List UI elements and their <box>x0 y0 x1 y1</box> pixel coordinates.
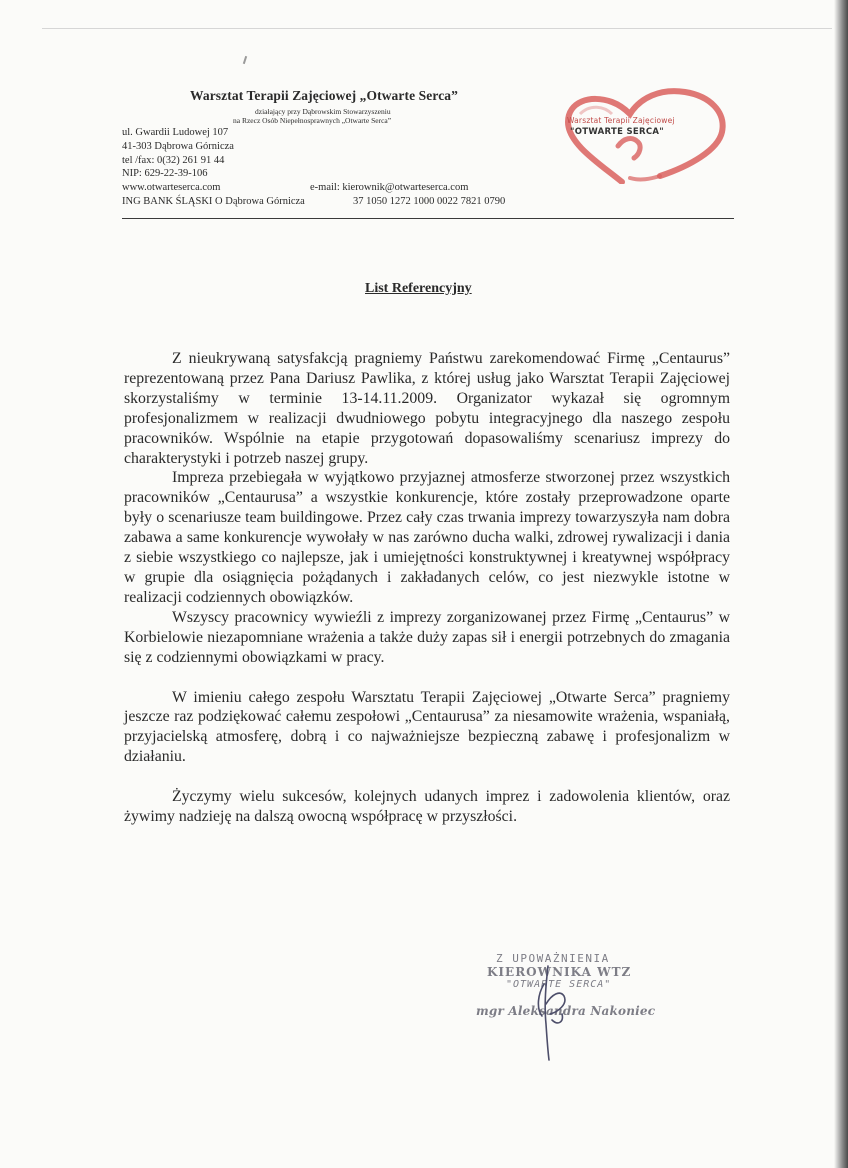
letterhead-sub-line2: na Rzecz Osób Niepełnosprawnych „Otwarte Serca” <box>233 116 392 125</box>
signature-icon <box>518 964 598 1064</box>
letterhead-email: e-mail: kierownik@otwarteserca.com <box>310 182 469 193</box>
stamp-line2: KIEROWNIKA WTZ <box>487 965 632 979</box>
paragraph-1: Z nieukrywaną satysfakcją pragniemy Państwu zarekomendować Firmę „Centaurus” reprezentowaną przez Pana Dariusz Pawlika, z której usług jako Warsztat Terapii Zajęciowej skorzystaliśmy w terminie 13-14.11.2009. Organizator wykazał się ogromnym profesjonalizmem w realizacji dwudniowego pobytu integracyjnego dla naszego zespołu pracowników. Wspólnie na etapie przygotowań dopasowaliśmy scenariusz imprezy do charakterystyki i potrzeb naszej grupy. <box>124 350 730 467</box>
paragraph-4: W imieniu całego zespołu Warsztatu Terapii Zajęciowej „Otwarte Serca” pragniemy jeszcze raz podziękować całemu zespołowi „Centaurusa” za niesamowite wrażenia, wspaniałą, przyjacielską atmosferę, dobrą i co najważniejsze bezpieczną zabawę i profesjonalizm w działaniu. <box>124 688 730 766</box>
letterhead-org-name: Warsztat Terapii Zajęciowej „Otwarte Serca” <box>190 88 458 103</box>
paragraph-3: Wszyscy pracownicy wywieźli z imprezy zorganizowanej przez Firmę „Centaurus” w Korbielowie niezapomniane wrażenia a także duży zapas sił i energii potrzebnych do zmagania się z codziennymi obowiązkami w pracy. <box>124 608 730 666</box>
scan-top-edge <box>42 28 832 29</box>
logo-text-line1: Warsztat Terapii Zajęciowej <box>567 116 675 125</box>
stamp-line1: Z UPOWAŻNIENIA <box>496 952 610 965</box>
stamp-line3: "OTWARTE SERCA" <box>506 979 612 990</box>
letterhead-website: www.otwarteserca.com <box>122 182 221 193</box>
letterhead-address2: 41-303 Dąbrowa Górnicza <box>122 141 234 152</box>
letterhead-phone: tel /fax: 0(32) 261 91 44 <box>122 155 225 166</box>
letterhead-bank: ING BANK ŚLĄSKI O Dąbrowa Górnicza <box>122 196 305 207</box>
paragraph-5: Życzymy wielu sukcesów, kolejnych udanych imprez i zadowolenia klientów, oraz żywimy nadzieję na dalszą owocną współpracę w przyszłości. <box>124 788 730 826</box>
stamp-line4: mgr Aleksandra Nakoniec <box>476 1004 656 1018</box>
letter-body <box>124 349 730 827</box>
scan-right-edge <box>834 0 848 1168</box>
letterhead-sub-line1: działający przy Dąbrowskim Stowarzyszeniu <box>255 107 391 116</box>
scan-speck <box>243 56 247 64</box>
letterhead-account: 37 1050 1272 1000 0022 7821 0790 <box>353 196 506 207</box>
paragraph-2: Impreza przebiegała w wyjątkowo przyjaznej atmosferze stworzonej przez wszystkich pracowników „Centaurusa” a wszystkie konkurencje, które zostały przeprowadzone oparte były o scenariusze team buildingowe. Przez cały czas trwania imprezy towarzyszyła nam dobra zabawa a same konkurencje wywołały w nas zarówno ducha walki, zdrowej rywalizacji i dania z siebie wszystkiego co najlepsze, jak i umiejętności konstruktywnej i kreatywnej współpracy w grupie dla osiągnięcia pożądanych i zakładanych celów, co jest niezwykle istotne w realizacji codziennych obowiązków. <box>124 469 730 606</box>
letterhead-nip: NIP: 629-22-39-106 <box>122 168 208 179</box>
document-title: List Referencyjny <box>365 281 472 296</box>
letterhead-divider <box>122 218 734 219</box>
logo-text-line2: "OTWARTE SERCA" <box>570 127 664 137</box>
letterhead-address1: ul. Gwardii Ludowej 107 <box>122 127 229 138</box>
